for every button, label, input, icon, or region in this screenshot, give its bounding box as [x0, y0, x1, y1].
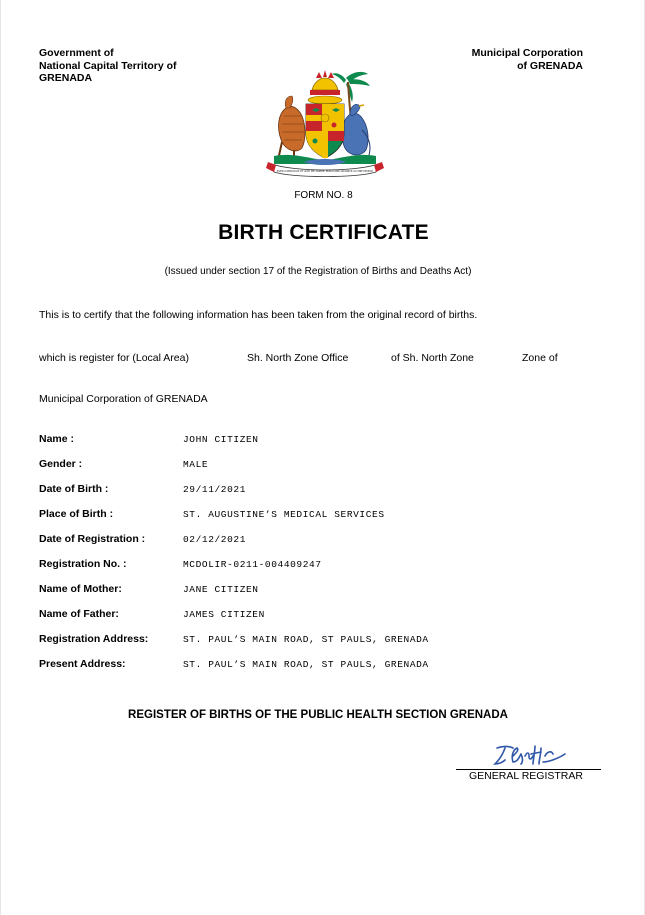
emblem-motto: EVER CONSCIOUS OF GOD WE ASPIRE, BUILD AND ADVANCE AS ONE PEOPLE	[277, 170, 374, 173]
register-of-births-title: REGISTER OF BIRTHS OF THE PUBLIC HEALTH SECTION GRENADA	[128, 709, 508, 721]
field-value: MCDOLIR-0211-004409247	[183, 559, 322, 570]
field-value: JANE CITIZEN	[183, 584, 259, 595]
field-value: 02/12/2021	[183, 534, 247, 545]
issued-under-note: (Issued under section 17 of the Registration of Births and Deaths Act)	[164, 266, 472, 277]
field-value: 29/11/2021	[183, 484, 247, 495]
municipal-header	[472, 47, 583, 72]
field-registration-no	[39, 558, 599, 576]
field-value: ST. PAUL’S MAIN ROAD, ST PAULS, GRENADA	[183, 659, 429, 670]
field-value: MALE	[183, 459, 209, 470]
field-label: Registration No. :	[39, 558, 127, 570]
field-date-of-birth	[39, 483, 599, 501]
zone-office: Sh. North Zone Office	[247, 352, 349, 364]
field-gender	[39, 458, 599, 476]
header-line: Municipal Corporation	[471, 47, 583, 59]
local-area-label: which is register for (Local Area)	[39, 352, 189, 364]
government-header	[39, 47, 177, 85]
field-label: Name of Mother:	[39, 583, 122, 595]
field-label: Gender :	[39, 458, 83, 470]
field-label: Date of Registration :	[39, 533, 146, 545]
general-registrar-label: GENERAL REGISTRAR	[469, 770, 583, 782]
field-value: JAMES CITIZEN	[183, 609, 265, 620]
zone-of-label: Zone of	[522, 352, 558, 364]
field-present-address	[39, 658, 599, 676]
header-line: Government of	[39, 47, 114, 59]
field-value: ST. AUGUSTINE’S MEDICAL SERVICES	[183, 509, 385, 520]
form-number: FORM NO. 8	[294, 190, 353, 201]
zone-name: of Sh. North Zone	[391, 352, 474, 364]
field-label: Name :	[39, 433, 75, 445]
field-registration-address	[39, 633, 599, 651]
field-value: JOHN CITIZEN	[183, 434, 259, 445]
field-place-of-birth	[39, 508, 599, 526]
field-name-of-mother	[39, 583, 599, 601]
header-line: of GRENADA	[517, 59, 583, 72]
header-line: GRENADA	[39, 72, 93, 84]
field-label: Present Address:	[39, 658, 126, 670]
field-label: Date of Birth :	[39, 483, 109, 495]
field-label: Place of Birth :	[39, 508, 114, 520]
certify-statement: This is to certify that the following information has been taken from the original record of births.	[39, 309, 478, 321]
registrar-signature	[489, 742, 569, 768]
header-line: National Capital Territory of	[39, 59, 177, 72]
field-value: ST. PAUL’S MAIN ROAD, ST PAULS, GRENADA	[183, 634, 429, 645]
grenada-coat-of-arms-emblem	[264, 68, 386, 178]
certificate-title: BIRTH CERTIFICATE	[218, 221, 429, 244]
field-label: Registration Address:	[39, 633, 149, 645]
field-name-of-father	[39, 608, 599, 626]
field-name	[39, 433, 599, 451]
field-date-of-registration	[39, 533, 599, 551]
municipal-corporation-line: Municipal Corporation of GRENADA	[39, 393, 208, 405]
field-label: Name of Father:	[39, 608, 119, 620]
